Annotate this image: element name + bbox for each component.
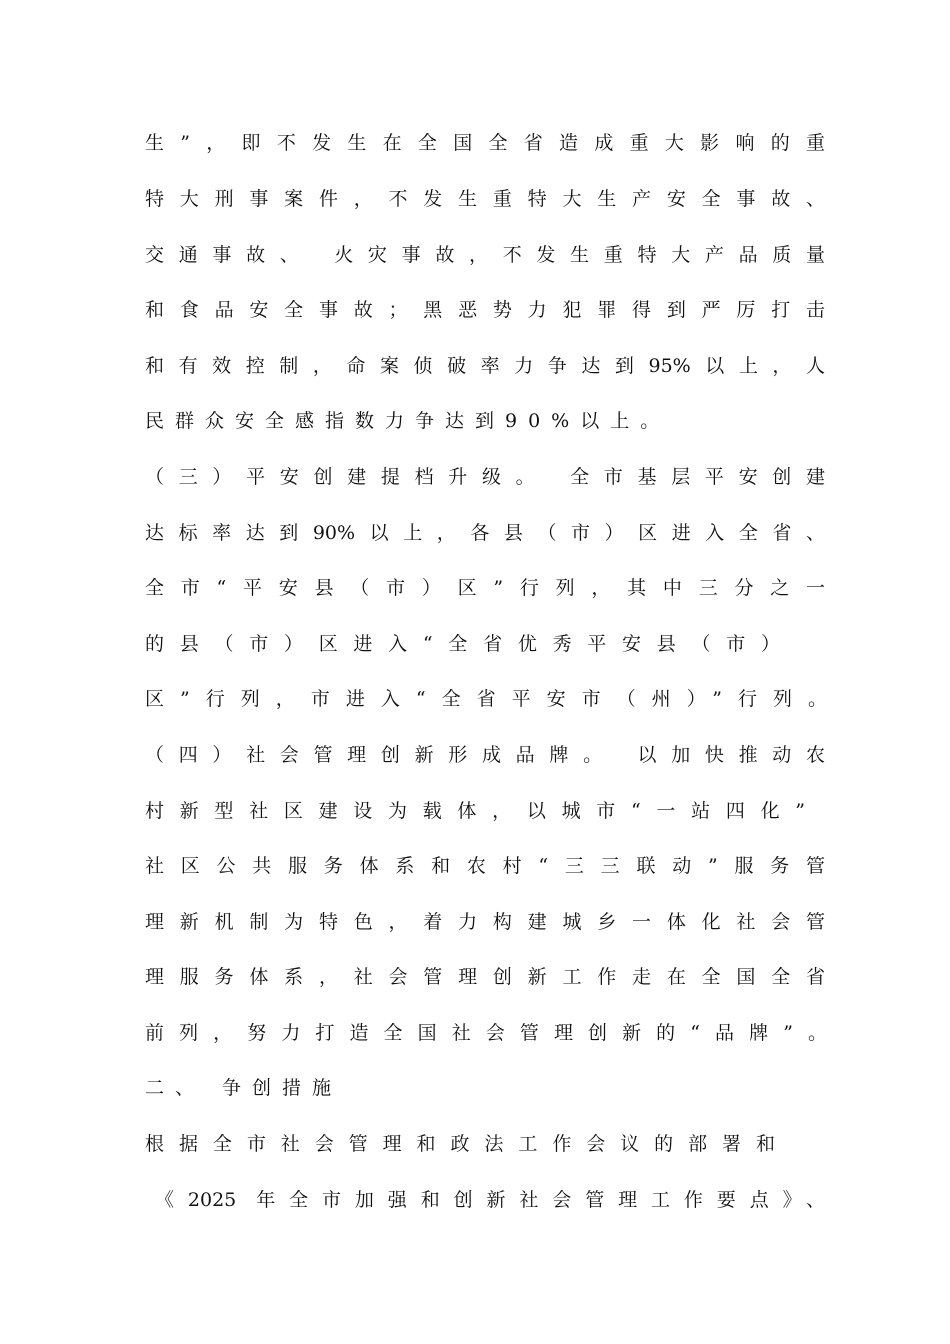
body-text-line: 民群众安全感指数力争达到90%以上。 [145, 410, 671, 432]
body-text-line: 和有效控制，命案侦破率力争达到95%以上，人 [145, 355, 825, 377]
body-text-line: 交通事故、 火灾事故，不发生重特大产品质量 [145, 244, 825, 266]
body-text-line: 和食品安全事故；黑恶势力犯罪得到严厉打击 [145, 299, 825, 321]
body-text-line: 社区公共服务体系和农村“三三联动”服务管 [145, 855, 825, 877]
body-text-line: 《2025 年全市加强和创新社会管理工作要点》、 [155, 1189, 825, 1211]
body-text-line: 根据全市社会管理和政法工作会议的部署和 [145, 1133, 775, 1155]
body-text-line: （四）社会管理创新形成品牌。 以加快推动农 [145, 744, 825, 766]
section-heading: 二、 争创措施 [145, 1077, 343, 1099]
body-text-line: 区”行列，市进入“全省平安市（州）”行列。 [145, 688, 827, 710]
body-text-line: 生”，即不发生在全国全省造成重大影响的重 [145, 132, 825, 154]
body-text-line: 的县（市）区进入“全省优秀平安县（市） [145, 633, 780, 655]
body-text-line: 前列，努力打造全国社会管理创新的“品牌”。 [145, 1022, 827, 1044]
body-text-line: （三）平安创建提档升级。 全市基层平安创建 [145, 466, 825, 488]
body-text-line: 达标率达到90%以上，各县（市）区进入全省、 [145, 522, 825, 544]
body-text-line: 理服务体系，社会管理创新工作走在全国全省 [145, 966, 825, 988]
body-text-line: 特大刑事案件，不发生重特大生产安全事故、 [145, 188, 825, 210]
body-text-line: 全市“平安县（市）区”行列，其中三分之一 [145, 577, 825, 599]
body-text-line: 村新型社区建设为载体，以城市“一站四化” [145, 800, 805, 822]
body-text-line: 理新机制为特色，着力构建城乡一体化社会管 [145, 911, 825, 933]
